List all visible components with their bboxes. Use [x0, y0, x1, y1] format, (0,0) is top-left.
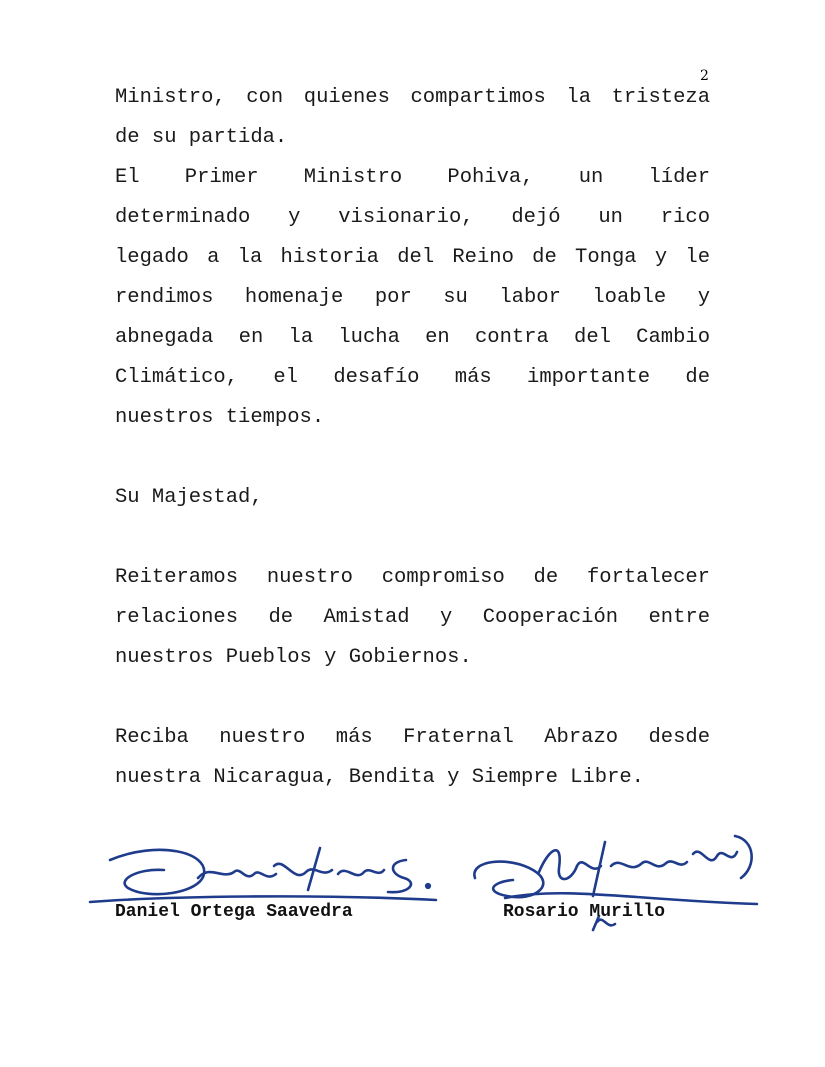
paragraph-continuation	[115, 78, 710, 158]
text-line: nuestros Pueblos y Gobiernos.	[115, 646, 472, 669]
paragraph-tribute	[115, 158, 710, 438]
signatory-name-left: Daniel Ortega Saavedra	[115, 902, 353, 922]
text-line: Su Majestad,	[115, 486, 263, 509]
text-line: nuestra Nicaragua, Bendita y Siempre Libre.	[115, 766, 644, 789]
text-line: Ministro, con quienes compartimos la tristeza	[115, 86, 710, 109]
text-line: Reciba nuestro más Fraternal Abrazo desde	[115, 726, 710, 749]
text-line: rendimos homenaje por su labor loable y	[115, 286, 710, 309]
text-line: de su partida.	[115, 126, 288, 149]
paragraph-closing	[115, 718, 710, 798]
text-line: legado a la historia del Reino de Tonga y le	[115, 246, 710, 269]
text-line: Climático, el desafío más importante de	[115, 366, 710, 389]
text-line: abnegada en la lucha en contra del Cambio	[115, 326, 710, 349]
signatory-name-right: Rosario Murillo	[503, 902, 666, 922]
text-line: El Primer Ministro Pohiva, un líder	[115, 166, 710, 189]
paragraph-commitment	[115, 558, 710, 678]
text-line: determinado y visionario, dejó un rico	[115, 206, 710, 229]
text-line: relaciones de Amistad y Cooperación entre	[115, 606, 710, 629]
page-number: 2	[700, 68, 709, 84]
text-line: Reiteramos nuestro compromiso de fortalecer	[115, 566, 710, 589]
text-line: nuestros tiempos.	[115, 406, 325, 429]
signature-rosario-murillo	[465, 826, 765, 944]
salutation	[115, 478, 710, 518]
